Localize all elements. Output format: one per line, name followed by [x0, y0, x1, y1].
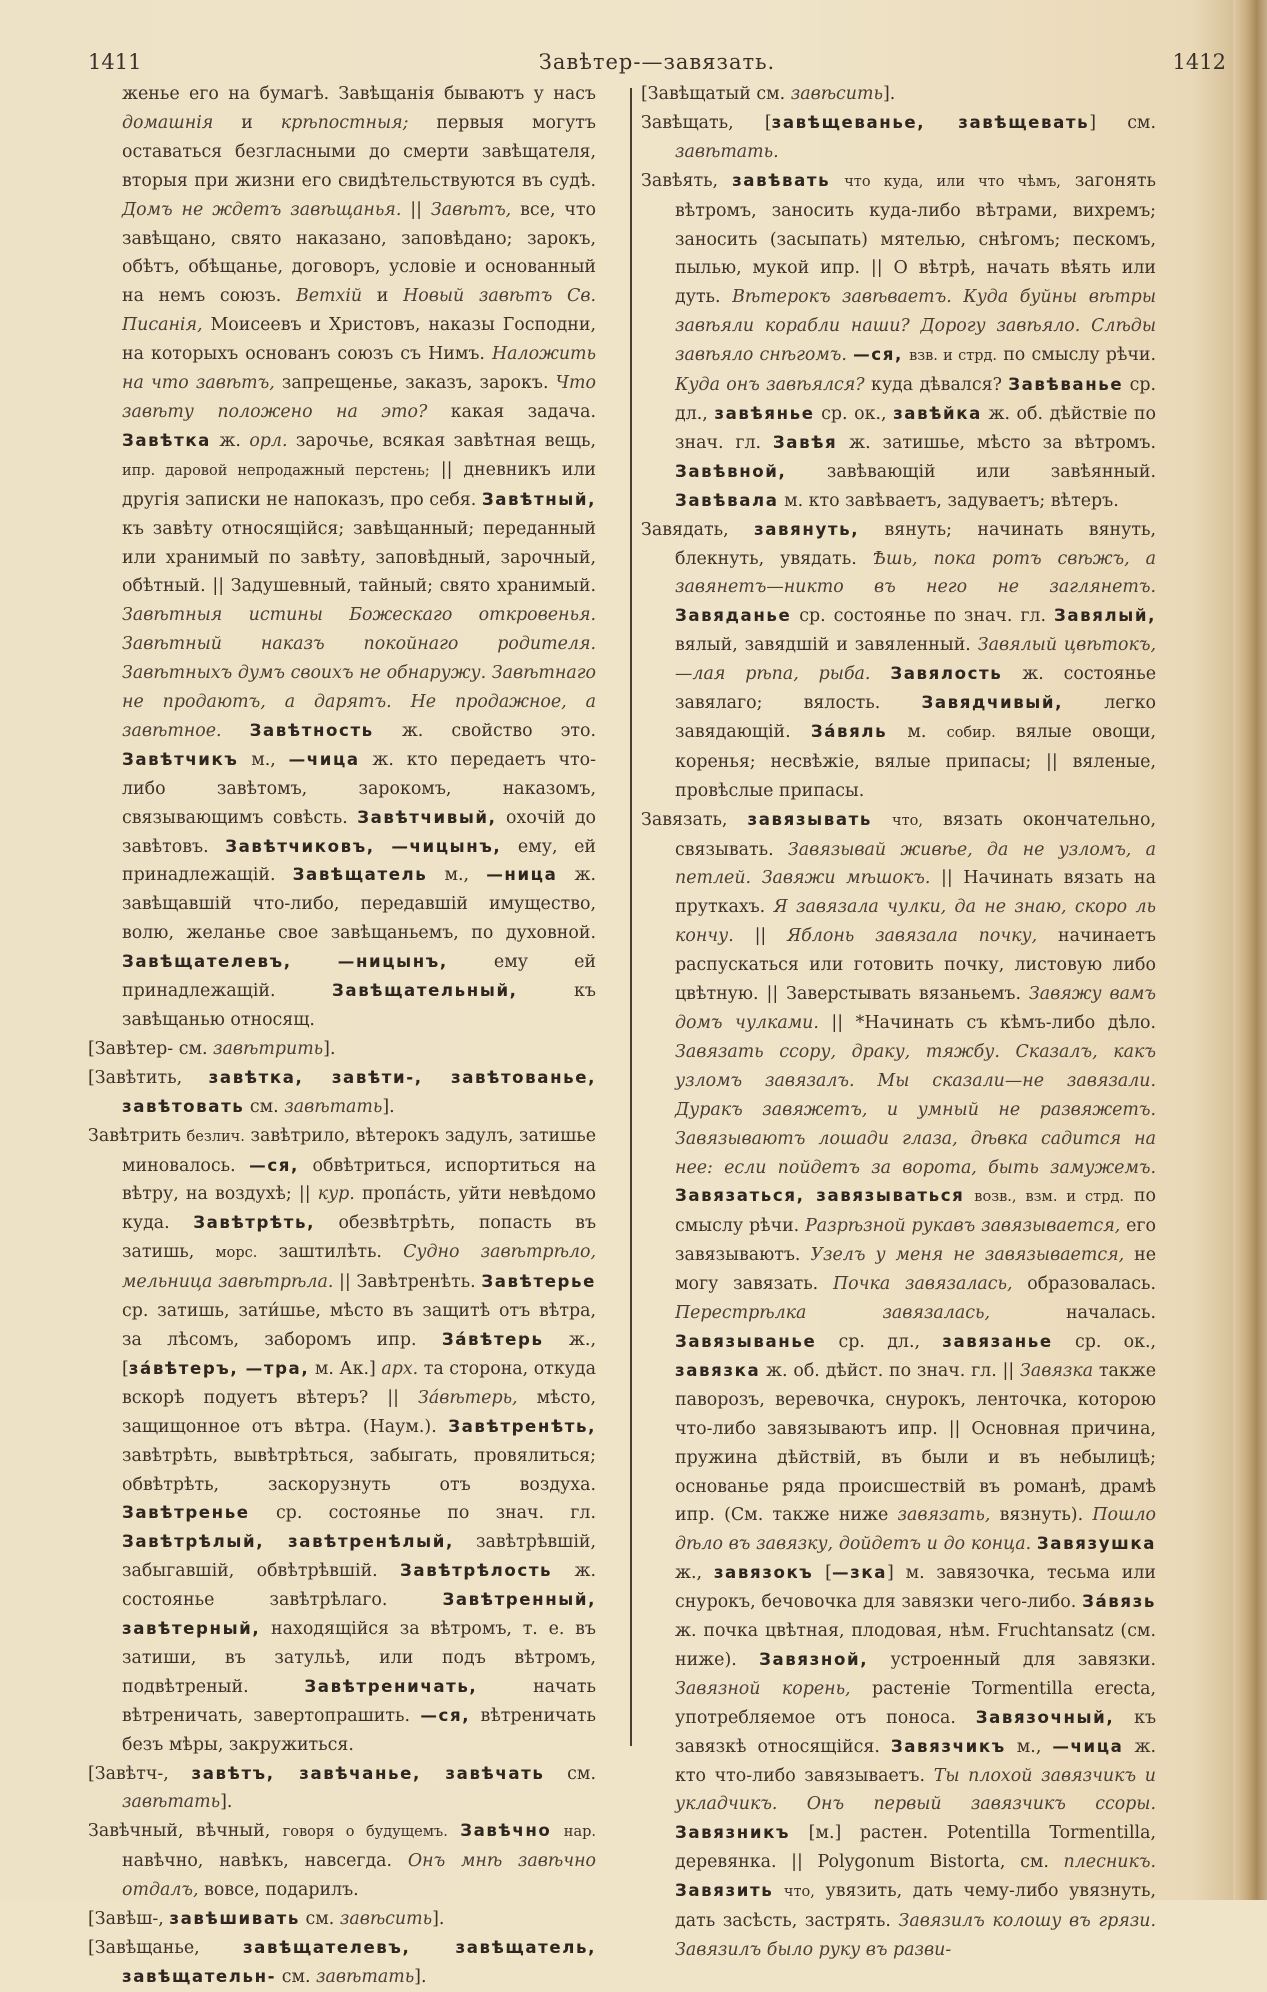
- headword: Завязной,: [759, 1649, 869, 1669]
- definition-text: Моисеевъ и Христовъ, наказы Господни, на которыхъ основанъ союзъ съ Нимъ.: [122, 315, 596, 365]
- definition-text: ].: [414, 1966, 427, 1987]
- example-italic: Куда онъ завѣялся?: [675, 375, 865, 396]
- definition-text: м. Ак.]: [309, 1358, 382, 1379]
- definition-text: запрещенье, заказъ, зарокъ.: [274, 373, 556, 394]
- definition-text: [964, 1186, 974, 1206]
- example-italic: завѣтать.: [675, 141, 779, 162]
- definition-text: все, что завѣщано, свято наказано, заповѣдано; зарокъ, обѣтъ, обѣщанье, договоръ, условіе и основанный на немъ союзъ.: [122, 199, 596, 307]
- example-italic: Наложить на что завѣтъ,: [122, 344, 596, 394]
- dictionary-entry: [641, 109, 1156, 167]
- example-italic: Ты плохой завязчикъ и укладчикъ. Онъ первый завязчикъ ссоры.: [675, 1765, 1156, 1815]
- definition-text: [Завѣщатый см.: [641, 84, 791, 104]
- example-italic: Разрѣзной рукавъ завязывается,: [805, 1216, 1121, 1237]
- definition-text: || Завѣтренѣть.: [333, 1272, 482, 1293]
- page-header: [88, 50, 1226, 82]
- example-italic: завѣсить: [339, 1909, 433, 1930]
- headword: Завѣчно: [460, 1821, 552, 1841]
- example-italic: Завялый цвѣтокъ, —лая рѣпа, рыба.: [675, 635, 1157, 685]
- definition-text: образовалась.: [1012, 1274, 1157, 1295]
- column-divider: [630, 88, 632, 1746]
- definition-text: заштилѣть.: [257, 1242, 404, 1263]
- example-italic: плесникъ.: [1063, 1852, 1156, 1873]
- dictionary-entry: [88, 1934, 596, 1992]
- headword: —чицынъ,: [391, 836, 502, 856]
- definition-text: см.: [244, 1096, 285, 1117]
- headword: Завялость: [890, 664, 1003, 684]
- definition-text: вянуть; начинать вянуть, блекнуть, увядать.: [675, 519, 1156, 569]
- definition-text: какая задача.: [427, 401, 596, 422]
- definition-text: ||: [733, 926, 788, 947]
- example-italic: домашнія: [122, 112, 214, 133]
- example-italic: Узелъ у меня не завязывается,: [810, 1245, 1125, 1266]
- definition-text: вязнуть).: [990, 1505, 1093, 1526]
- grammar-note: безлич.: [186, 1128, 245, 1145]
- example-italic: завѣтать: [316, 1966, 415, 1987]
- definition-text: [: [813, 1563, 832, 1584]
- example-italic: Что завѣту положено на это?: [122, 373, 597, 422]
- headword: Завѣтрѣлый, завѣтренѣлый,: [122, 1532, 454, 1552]
- definition-text: Завѣчный, вѣчный,: [88, 1821, 283, 1842]
- definition-text: ж. состоянье завѣтрѣлаго.: [122, 1561, 596, 1611]
- definition-text: Завѣтрить: [88, 1125, 187, 1146]
- headword: —чица: [1052, 1736, 1124, 1756]
- definition-text: ж. затишье, мѣсто за вѣтромъ.: [837, 432, 1156, 453]
- dictionary-entry: [88, 1905, 596, 1934]
- definition-text: Завядать,: [641, 519, 755, 540]
- grammar-note: возв., взм. и стрд.: [974, 1189, 1125, 1206]
- definition-text: [872, 810, 892, 830]
- example-italic: Завязка: [1020, 1360, 1094, 1381]
- grammar-note: говоря о будущемъ.: [282, 1824, 448, 1841]
- headword: Завязушка: [1036, 1534, 1157, 1554]
- example-italic: Завѣтныя истины Божескаго откровенья. Завѣтный наказъ покойнаго родителя. Завѣтныхъ думъ своихъ не обнаружу. Завѣтнаго не продаютъ, а дарятъ. Не продажное, а завѣтное.: [122, 605, 596, 741]
- definition-text: ему, ей принадлежащій.: [122, 836, 597, 886]
- headword: Завялый,: [1053, 606, 1156, 626]
- example-italic: Домъ не ждетъ завѣщанья.: [122, 199, 402, 220]
- definition-text: ж. об. дѣйст. по знач. гл. ||: [760, 1360, 1020, 1381]
- headword: Завѣтчиковъ,: [225, 836, 375, 856]
- definition-text: м.,: [427, 865, 487, 886]
- definition-text: ж. почка цвѣтная, плодовая, нѣм. Fruchtansatz (см. ниже).: [675, 1621, 1156, 1670]
- book-spine-edge: [1233, 0, 1267, 1900]
- example-italic: Новый завѣтъ Св. Писанія,: [122, 286, 596, 336]
- definition-text: завѣтрѣвшій, забыгавшій, обвѣтрѣвшій.: [122, 1532, 596, 1582]
- definition-text: вялый, завядшій и завяленный.: [675, 635, 978, 656]
- grammar-note: что куда, или что чѣмъ,: [844, 173, 1061, 190]
- definition-text: вязать окончательно, связывать.: [675, 809, 1157, 860]
- example-italic: Судно завѣтрѣло, мельница завѣтрѣла.: [122, 1242, 596, 1293]
- grammar-note: взв. и стрд.: [909, 348, 998, 365]
- definition-text: завѣтрѣть, вывѣтрѣться, забыгать, провялиться; обвѣтрѣть, заскорузнуть отъ воздуха.: [122, 1445, 596, 1495]
- dictionary-entry: [641, 806, 1156, 1965]
- dictionary-entry: [88, 1035, 596, 1064]
- headword: Завѣтный,: [481, 489, 596, 509]
- definition-text: зарочье, всякая завѣтная вещь,: [287, 430, 596, 451]
- definition-text: ему ей принадлежащій.: [122, 952, 597, 1002]
- headword: Завязыванье: [675, 1331, 817, 1351]
- definition-text: первыя могутъ оставаться безгласными до смерти завѣщателя, вторыя при жизни его свидѣтельствуются въ судѣ.: [122, 112, 596, 191]
- headword: Завѣвала: [675, 490, 779, 510]
- definition-text: къ завѣту относящійся; завѣщанный; переданный или хранимый по завѣту, заповѣдный, зарочный, обѣтный. || Задушевный, тайный; свято хранимый.: [122, 518, 596, 597]
- example-italic: орл.: [249, 430, 288, 451]
- headword: Завѣвной,: [675, 461, 787, 481]
- definition-text: охочій до завѣтовъ.: [122, 807, 596, 857]
- definition-text: [292, 952, 338, 972]
- definition-text: [830, 171, 844, 191]
- headword: Завѣтчивый,: [357, 807, 497, 827]
- headword: Завязаться, завязываться: [675, 1186, 965, 1206]
- definition-text: обезвѣтрѣть, попасть въ затишь,: [122, 1213, 597, 1263]
- definition-text: ср. ок.,: [814, 403, 894, 424]
- example-italic: Завязилъ колошу въ грязи. Завязилъ было руку въ разви-: [675, 1911, 1156, 1960]
- definition-text: ].: [220, 1792, 233, 1813]
- headword: —зка: [831, 1563, 888, 1583]
- headword: —ницынъ,: [337, 952, 448, 972]
- headword: Завѣтка: [122, 430, 211, 450]
- headword: —ница: [486, 865, 558, 885]
- definition-text: ср. состоянье по знач. гл.: [249, 1503, 596, 1524]
- definition-text: [773, 1881, 784, 1901]
- definition-text: ].: [432, 1909, 445, 1930]
- example-italic: крѣпостныя;: [280, 112, 409, 133]
- definition-text: [Завѣш-,: [88, 1909, 170, 1930]
- example-italic: завязать,: [897, 1505, 991, 1526]
- dictionary-entry: [641, 80, 1156, 109]
- dictionary-entry: [88, 1817, 596, 1905]
- headword: Завяданье: [675, 606, 792, 626]
- definition-text: ж. кто передаетъ что-либо завѣтомъ, зарокомъ, наказомъ, связывающимъ совѣсть.: [122, 749, 596, 828]
- definition-text: [870, 664, 890, 684]
- example-italic: Завяжу вамъ домъ чулками.: [675, 984, 1156, 1033]
- headword: Завѣтность: [249, 720, 374, 740]
- definition-text: [Завѣтить,: [88, 1067, 209, 1088]
- example-italic: Я завязала чулки, да не знаю, скоро ль кончу.: [675, 897, 1157, 947]
- left-text-column: [88, 80, 596, 1992]
- headword: завѣтка, завѣти-, завѣтованье, завѣтовать: [122, 1067, 596, 1116]
- headword: Завѣтерье: [481, 1272, 596, 1292]
- definition-text: ].: [382, 1096, 395, 1117]
- definition-text: ж. об. дѣйствіе по знач. гл.: [675, 403, 1156, 453]
- definition-text: [Завѣтч-,: [88, 1763, 192, 1784]
- definition-text: растеніе Tormentilla erecta, употребляемое отъ поноса.: [675, 1678, 1156, 1728]
- headword: За́вяль: [810, 721, 888, 741]
- headword: Завязить: [675, 1881, 774, 1901]
- definition-text: м.,: [238, 749, 289, 770]
- headword: Завѣванье: [1008, 375, 1124, 395]
- headword: Завѣщателевъ,: [122, 952, 292, 972]
- headword: завѣщеванье, завѣщевать: [771, 112, 1090, 132]
- grammar-note: что,: [891, 812, 923, 829]
- definition-text: м.: [887, 721, 947, 742]
- headword: —ся,: [420, 1705, 471, 1725]
- definition-text: [448, 1821, 460, 1841]
- definition-text: завѣвающій или завѣянный.: [786, 461, 1156, 482]
- headword: За́вязь: [1082, 1592, 1156, 1612]
- definition-text: ср. затишь, зати́шье, мѣсто въ защитѣ отъ вѣтра, за лѣсомъ, заборомъ ипр.: [122, 1301, 596, 1350]
- definition-text: ] см.: [1089, 112, 1156, 133]
- example-italic: завѣтрить: [213, 1038, 324, 1059]
- definition-text: [375, 837, 392, 857]
- dictionary-entry: [88, 1064, 596, 1122]
- definition-text: ж.: [210, 430, 250, 451]
- dictionary-entry: [641, 516, 1156, 806]
- definition-text: [Завѣщанье,: [88, 1938, 243, 1958]
- headword: Завѣтренье: [122, 1503, 250, 1523]
- definition-text: [222, 721, 250, 741]
- definition-text: легко завядающій.: [675, 693, 1156, 742]
- definition-text: м. кто завѣваетъ, задуваетъ; вѣтеръ.: [778, 490, 1119, 511]
- grammar-note: нар.: [563, 1824, 596, 1841]
- definition-text: и: [213, 112, 281, 133]
- definition-text: см.: [299, 1909, 340, 1930]
- definition-text: || Начинать вязать на пруткахъ.: [675, 868, 1156, 918]
- definition-text: вѣтреничать безъ мѣры, закружиться.: [122, 1705, 596, 1755]
- example-italic: завѣсить: [790, 84, 883, 104]
- definition-text: [Завѣтер- см.: [88, 1038, 214, 1059]
- headword: завѣтъ, завѣчанье, завѣчать: [191, 1763, 545, 1783]
- definition-text: ж. завѣщавшій что-либо, передавшій имущество, волю, желанье свое завѣщаньемъ, по духовной.: [122, 865, 596, 944]
- headword: Завѣщательный,: [332, 981, 518, 1001]
- headword: —ся,: [249, 1155, 299, 1175]
- dictionary-entry: [88, 80, 596, 1035]
- definition-text: см.: [276, 1966, 317, 1987]
- example-italic: завѣтать: [122, 1792, 221, 1813]
- headword: Завязочный,: [975, 1707, 1115, 1727]
- definition-text: не могу завязать.: [675, 1245, 1156, 1295]
- page-number-left: 1411: [88, 50, 142, 74]
- definition-text: навѣчно, навѣкъ, навсегда.: [122, 1851, 408, 1872]
- definition-text: та сторона, откуда вскорѣ подуетъ вѣтеръ? ||: [122, 1358, 596, 1408]
- page-number-right: 1412: [1172, 50, 1226, 74]
- headword: Завѣщатель: [292, 865, 428, 885]
- definition-text: вялые овощи, коренья; несвѣжіе, вялые припасы; || вяленые, провѣслые припасы.: [675, 721, 1156, 801]
- definition-text: ж., [: [122, 1329, 596, 1379]
- definition-text: также паворозъ, веревочка, снурокъ, ленточка, которою что-либо завязываютъ ипр. || Основная причина, пружина дѣйствій, въ были и въ небылицѣ; основанье ряда происшествій въ романѣ, драмѣ ипр. (См. также ниже: [675, 1360, 1156, 1526]
- grammar-note: морс.: [215, 1245, 258, 1262]
- headword: Завѣтрѣть,: [193, 1213, 316, 1233]
- definition-text: его завязываютъ.: [675, 1216, 1157, 1266]
- example-italic: Вѣтерокъ завѣваетъ. Куда буйны вѣтры завѣяли корабли наши? Дорогу завѣяло. Слѣды завѣяло снѣгомъ.: [675, 287, 1156, 366]
- definition-text: Завѣщать, [: [641, 112, 772, 133]
- example-italic: Почка завязалась,: [833, 1274, 1013, 1295]
- definition-text: началась.: [989, 1303, 1156, 1324]
- definition-text: находящійся за вѣтромъ, т. е. въ затиши, въ затульѣ, или подъ вѣтромъ, подвѣтреный.: [122, 1619, 596, 1697]
- example-italic: Пошло дѣло въ завязку, дойдетъ и до конца.: [675, 1505, 1156, 1555]
- definition-text: ж. состоянье завялаго; вялость.: [675, 664, 1156, 714]
- headword: —ся,: [853, 345, 903, 365]
- example-italic: Перестрѣлка завязалась,: [675, 1303, 990, 1324]
- dictionary-entry: [641, 167, 1156, 516]
- dictionary-entry: [88, 1760, 596, 1818]
- definition-text: къ завязкѣ относящійся.: [675, 1707, 1157, 1757]
- headword: завѣйка: [893, 403, 982, 423]
- headword: Завязчикъ: [890, 1736, 1006, 1756]
- definition-text: ] м. завязочка, тесьма или снурокъ, бечовочка для завязки чего-либо.: [675, 1563, 1156, 1613]
- example-italic: Ветхій: [295, 286, 363, 307]
- definition-text: ср. дл.,: [675, 375, 1156, 424]
- right-text-column: [641, 80, 1156, 1965]
- example-italic: За́вѣтерь,: [418, 1387, 518, 1408]
- example-italic: Яблонь завязала почку,: [787, 926, 1038, 947]
- definition-text: ж. кто что-либо завязываетъ.: [675, 1736, 1156, 1786]
- definition-text: см.: [544, 1763, 596, 1784]
- headword: Завядчивый,: [921, 693, 1064, 713]
- example-italic: Завязывай живѣе, да не узломъ, а петлей. Завяжи мѣшокъ.: [675, 839, 1156, 889]
- definition-text: ср. дл.,: [816, 1331, 943, 1352]
- grammar-note: ипр. даровой непродажный перстень;: [122, 462, 430, 479]
- grammar-note: что,: [783, 1884, 815, 1901]
- headword: завѣшивать: [169, 1909, 300, 1929]
- example-italic: Завязной корень,: [675, 1678, 851, 1699]
- headword: завязывать: [747, 809, 872, 829]
- definition-text: [551, 1821, 563, 1841]
- definition-text: ].: [882, 84, 896, 104]
- example-italic: кур.: [317, 1184, 355, 1205]
- example-italic: Ѣшь, пока ротъ свѣжъ, а завянетъ—никто въ него не заглянетъ.: [675, 548, 1156, 598]
- headword: завянуть,: [754, 519, 860, 539]
- definition-text: по смыслу рѣчи.: [997, 345, 1156, 366]
- definition-text: мѣсто, защищонное отъ вѣтра. (Наум.).: [122, 1387, 596, 1437]
- definition-text: женье его на бумагѣ. Завѣщанія бываютъ у насъ: [122, 84, 596, 104]
- definition-text: пропа́сть, уйти невѣдомо куда.: [122, 1184, 597, 1234]
- example-italic: Онъ мнѣ завѣчно отдалъ,: [122, 1851, 596, 1901]
- definition-text: [м.] растен. Potentilla Tormentilla, деревянка. || Polygonum Bistorta, см.: [675, 1823, 1156, 1873]
- headword: Завѣтренный, завѣтерный,: [122, 1590, 596, 1639]
- headword: Завѣтчикъ: [122, 749, 239, 769]
- definition-text: обвѣтриться, испортиться на вѣтру, на воздухѣ; ||: [122, 1155, 597, 1205]
- definition-text: ср. состоянье по знач. гл.: [791, 606, 1054, 627]
- definition-text: || *Начинать съ кѣмъ-либо дѣло.: [818, 1013, 1156, 1033]
- headword: завязанье: [942, 1331, 1053, 1351]
- headword: завязокъ: [713, 1563, 814, 1583]
- headword: Завязникъ: [675, 1823, 791, 1843]
- headword: За́вѣтерь: [441, 1329, 544, 1349]
- definition-text: начинаетъ распускаться или готовить почку, листовую либо цвѣтную. || Заверстывать вязаньемъ.: [675, 926, 1156, 1005]
- definition-text: ||: [401, 199, 431, 220]
- headword: завѣянье: [714, 403, 815, 423]
- definition-text: Завѣять,: [641, 170, 733, 191]
- headword: за́вѣтеръ, —тра,: [128, 1358, 310, 1378]
- definition-text: ж.,: [675, 1563, 714, 1584]
- definition-text: || дневникъ или другія записки не напоказъ, про себя.: [122, 459, 596, 510]
- definition-text: Завязать,: [641, 809, 748, 830]
- definition-text: загонять вѣтромъ, заносить куда-либо вѣтрами, вихремъ; заносить (засыпать) мятелью, снѣгомъ; пескомъ, пылью, мукой ипр. || О вѣтрѣ, начать вѣять или дуть.: [675, 170, 1156, 308]
- running-head-title: Завѣтер-—завязать.: [538, 50, 776, 74]
- headword: завѣвать: [732, 170, 831, 190]
- definition-text: начать вѣтреничать, завертопрашить.: [122, 1676, 596, 1726]
- example-italic: завѣтать: [284, 1096, 383, 1117]
- headword: завѣщателевъ, завѣщатель, завѣщательн-: [122, 1938, 596, 1986]
- definition-text: устроенный для завязки.: [868, 1649, 1157, 1670]
- definition-text: по смыслу рѣчи.: [675, 1186, 1156, 1237]
- example-italic: Завязать ссору, драку, тяжбу. Сказалъ, какъ узломъ завязалъ. Мы сказали—не завязали. Дуракъ завяжетъ, и умный не развяжетъ. Завязываютъ лошади глаза, дѣвка садится на нее: если пойдетъ за ворота, быть замужемъ.: [675, 1041, 1156, 1178]
- definition-text: вовсе, подарилъ.: [198, 1880, 359, 1901]
- headword: завязка: [675, 1360, 761, 1380]
- definition-text: ж. свойство это.: [373, 720, 597, 741]
- definition-text: и: [362, 286, 404, 307]
- headword: Завѣтренѣть,: [448, 1416, 596, 1436]
- definition-text: ].: [323, 1038, 336, 1059]
- definition-text: куда дѣвался?: [864, 375, 1009, 396]
- headword: Завѣтрѣлость: [400, 1561, 553, 1581]
- headword: Завѣя: [772, 432, 838, 452]
- definition-text: м.,: [1005, 1736, 1053, 1757]
- definition-text: увязить, дать чему-либо увязнуть, дать засѣсть, застрять.: [675, 1881, 1156, 1932]
- example-italic: Завѣтъ,: [430, 199, 512, 220]
- headword: Завѣтреничать,: [304, 1676, 478, 1696]
- definition-text: ср. ок.,: [1052, 1331, 1157, 1352]
- definition-text: къ завѣщанью относящ.: [122, 981, 596, 1030]
- example-italic: арх.: [381, 1358, 419, 1379]
- headword: —чица: [288, 749, 360, 769]
- definition-text: завѣтрило, вѣтерокъ задулъ, затишье миновалось.: [122, 1125, 596, 1176]
- dictionary-entry: [88, 1122, 596, 1760]
- grammar-note: собир.: [946, 724, 996, 741]
